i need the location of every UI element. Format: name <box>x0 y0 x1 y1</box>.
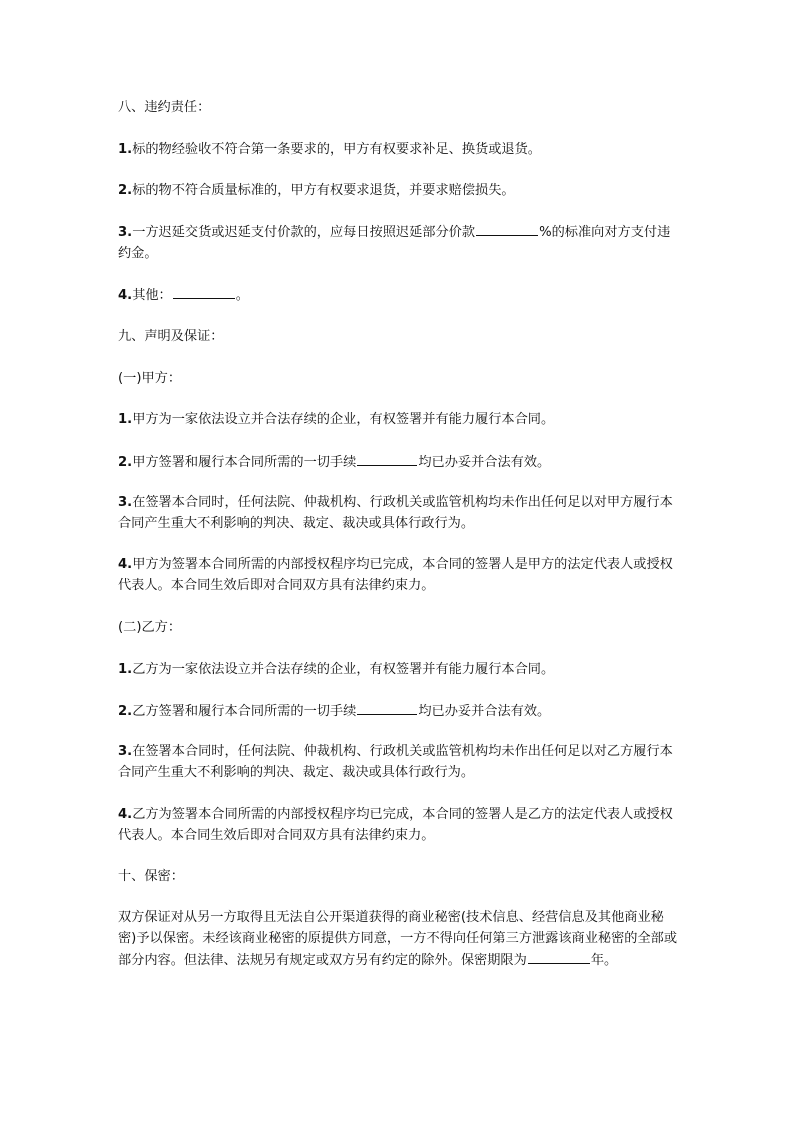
item-number: 2. <box>118 455 133 470</box>
fill-blank[interactable] <box>528 949 590 964</box>
s10-body <box>118 907 678 971</box>
item-number: 1. <box>118 662 133 677</box>
s8-item-1 <box>118 139 678 160</box>
item-number: 4. <box>118 807 133 822</box>
item-text: 在签署本合同时，任何法院、仲裁机构、行政机关或监管机构均未作出任何足以对甲方履行本合同产生重大不利影响的判决、裁定、裁决或具体行政行为。 <box>118 495 673 531</box>
item-text: 甲方签署和履行本合同所需的一切手续 <box>132 455 357 470</box>
b-item-4 <box>118 804 678 846</box>
fill-blank[interactable] <box>173 284 235 299</box>
item-number: 1. <box>118 412 133 427</box>
item-text: 乙方为签署本合同所需的内部授权程序均已完成，本合同的签署人是乙方的法定代表人或授权代表人。本合同生效后即对合同双方具有法律约束力。 <box>118 807 673 843</box>
b-item-1 <box>118 659 678 680</box>
a-item-4 <box>118 554 678 596</box>
item-text: 均已办妥并合法有效。 <box>418 455 551 470</box>
item-text: 。 <box>235 288 249 303</box>
item-number: 3. <box>118 744 133 759</box>
paragraph-text: 年。 <box>590 953 618 968</box>
fill-blank[interactable] <box>476 221 538 236</box>
item-text: %的标准向对方支付违约金。 <box>118 225 671 261</box>
a-item-1 <box>118 409 678 430</box>
item-number: 1. <box>118 142 133 157</box>
a-item-2 <box>118 451 678 473</box>
fill-blank[interactable] <box>357 451 417 466</box>
item-text: 均已办妥并合法有效。 <box>418 704 551 719</box>
s8-item-2 <box>118 180 678 201</box>
a-item-3 <box>118 492 678 534</box>
s8-item-4 <box>118 284 678 306</box>
section-10-heading: 十、保密： <box>118 869 184 884</box>
item-number: 3. <box>118 225 133 240</box>
section-8-heading: 八、违约责任： <box>118 100 211 115</box>
item-text: 其他： <box>132 288 172 303</box>
s8-item-3 <box>118 221 678 264</box>
section-9-heading: 九、声明及保证： <box>118 329 224 344</box>
party-b-heading: (二)乙方： <box>118 620 182 635</box>
item-text: 一方迟延交货或迟延支付价款的，应每日按照迟延部分价款 <box>132 225 476 240</box>
item-number: 4. <box>118 557 133 572</box>
b-item-3 <box>118 741 678 783</box>
party-a-heading: (一)甲方： <box>118 371 182 386</box>
item-text: 标的物经验收不符合第一条要求的，甲方有权要求补足、换货或退货。 <box>132 142 541 157</box>
item-text: 在签署本合同时，任何法院、仲裁机构、行政机关或监管机构均未作出任何足以对乙方履行本合同产生重大不利影响的判决、裁定、裁决或具体行政行为。 <box>118 744 673 780</box>
b-item-2 <box>118 700 678 722</box>
item-text: 甲方为一家依法设立并合法存续的企业，有权签署并有能力履行本合同。 <box>132 412 555 427</box>
item-text: 乙方签署和履行本合同所需的一切手续 <box>132 704 357 719</box>
item-text: 乙方为一家依法设立并合法存续的企业，有权签署并有能力履行本合同。 <box>132 662 555 677</box>
item-text: 标的物不符合质量标准的，甲方有权要求退货，并要求赔偿损失。 <box>132 183 515 198</box>
fill-blank[interactable] <box>357 700 417 715</box>
item-number: 3. <box>118 495 133 510</box>
item-number: 4. <box>118 288 133 303</box>
item-number: 2. <box>118 183 133 198</box>
paragraph-text: 双方保证对从另一方取得且无法自公开渠道获得的商业秘密(技术信息、经营信息及其他商业秘密)予以保密。未经该商业秘密的原提供方同意，一方不得向任何第三方泄露该商业秘密的全部或部分内容。但法律、法规另有规定或双方另有约定的除外。保密期限为 <box>118 910 678 968</box>
item-text: 甲方为签署本合同所需的内部授权程序均已完成，本合同的签署人是甲方的法定代表人或授权代表人。本合同生效后即对合同双方具有法律约束力。 <box>118 557 673 593</box>
item-number: 2. <box>118 704 133 719</box>
